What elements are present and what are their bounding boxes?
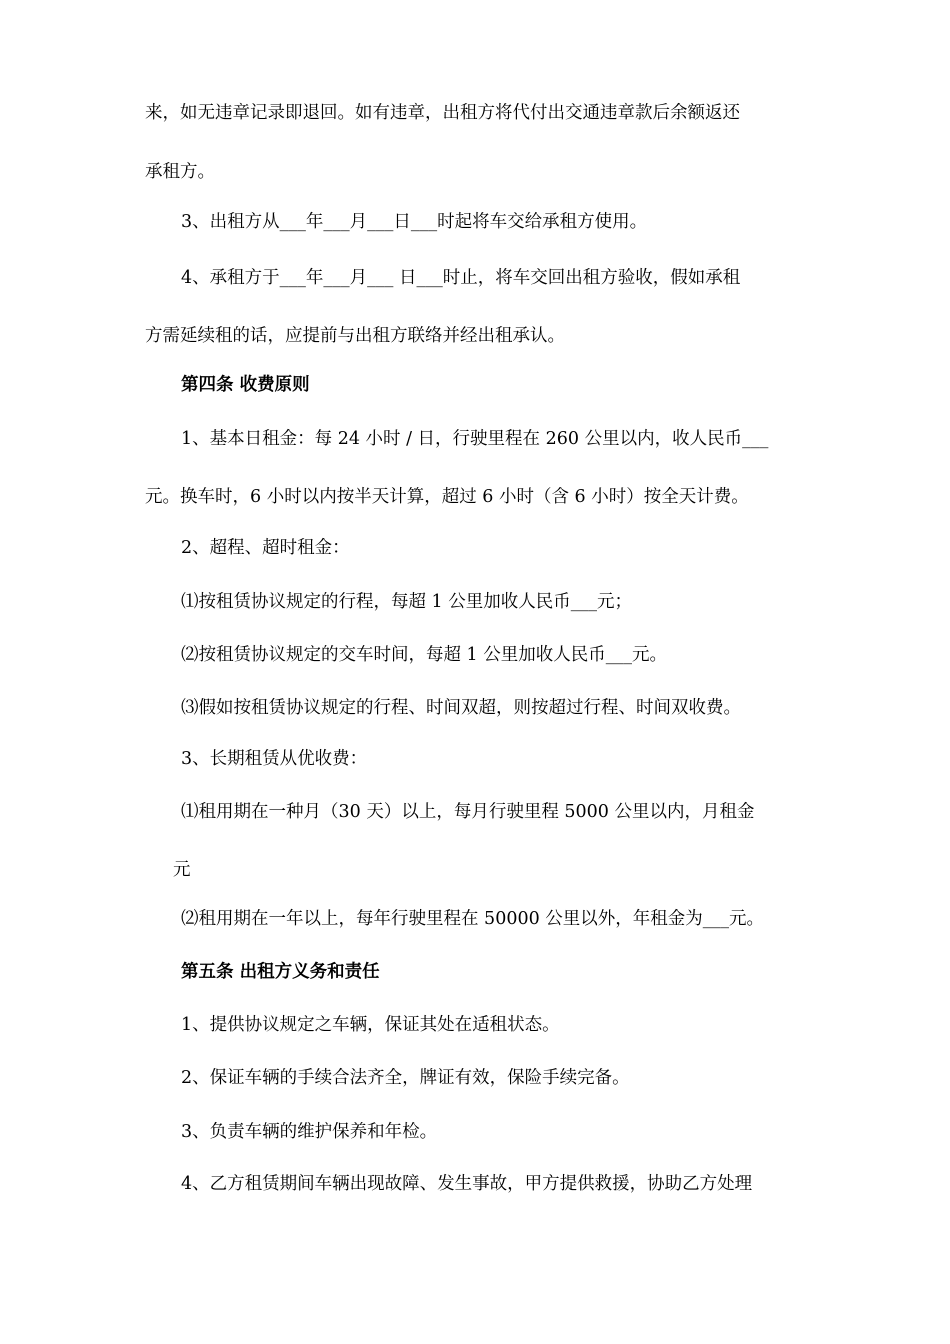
- paragraph-line: ⑴按租赁协议规定的行程，每超 1 公里加收人民币___元；: [181, 592, 633, 612]
- paragraph-line: 1、基本日租金：每 24 小时 / 日，行驶里程在 260 公里以内，收人民币___: [181, 429, 769, 449]
- paragraph-line: ⑶假如按租赁协议规定的行程、时间双超，则按超过行程、时间双收费。: [181, 698, 741, 718]
- paragraph-line: ⑵租用期在一年以上，每年行驶里程在 50000 公里以外，年租金为___元。: [181, 909, 765, 929]
- paragraph-line: 2、超程、超时租金：: [181, 538, 350, 558]
- paragraph-line: ⑵按租赁协议规定的交车时间，每超 1 公里加收人民币___元。: [181, 645, 668, 665]
- paragraph-line: 来，如无违章记录即退回。如有违章，出租方将代付出交通违章款后余额返还: [145, 103, 740, 123]
- paragraph-line: 元。换车时，6 小时以内按半天计算，超过 6 小时（含 6 小时）按全天计费。: [145, 487, 749, 507]
- section-heading: 第五条 出租方义务和责任: [181, 962, 380, 982]
- paragraph-line: 方需延续租的话，应提前与出租方联络并经出租承认。: [145, 326, 565, 346]
- paragraph-line: 3、负责车辆的维护保养和年检。: [181, 1122, 438, 1142]
- paragraph-line: 元: [173, 860, 191, 880]
- paragraph-line: 2、保证车辆的手续合法齐全，牌证有效，保险手续完备。: [181, 1068, 630, 1088]
- paragraph-line: 3、长期租赁从优收费：: [181, 749, 368, 769]
- paragraph-line: 3、出租方从___年___月___日___时起将车交给承租方使用。: [181, 212, 648, 232]
- paragraph-line: 4、承租方于___年___月___ 日___时止，将车交回出租方验收，假如承租: [181, 268, 741, 288]
- paragraph-line: ⑴租用期在一种月（30 天）以上，每月行驶里程 5000 公里以内，月租金: [181, 802, 755, 822]
- paragraph-line: 承租方。: [145, 162, 215, 182]
- paragraph-line: 4、乙方租赁期间车辆出现故障、发生事故，甲方提供救援，协助乙方处理: [181, 1174, 753, 1194]
- paragraph-line: 1、提供协议规定之车辆，保证其处在适租状态。: [181, 1015, 560, 1035]
- section-heading: 第四条 收费原则: [181, 375, 310, 395]
